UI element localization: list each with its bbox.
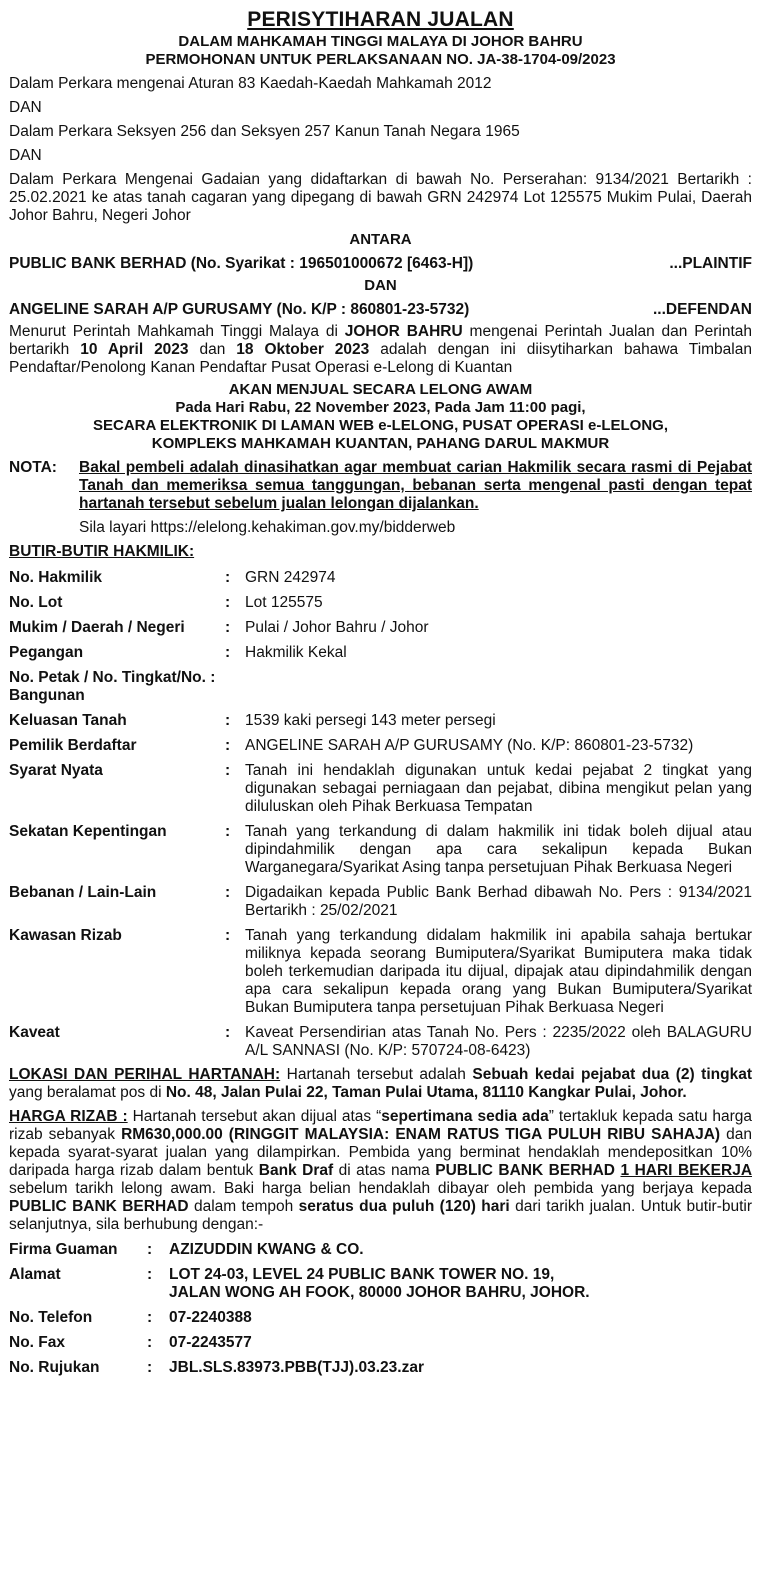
title-row-key: Mukim / Daerah / Negeri: [9, 619, 185, 636]
title-row-lot: [9, 594, 752, 612]
court-order-paragraph: [9, 323, 752, 377]
contact-reference-label: No. Rujukan: [9, 1359, 100, 1376]
reserve-price-paragraph: [9, 1108, 752, 1234]
contact-firm-row: [9, 1241, 752, 1259]
plaintiff-role: ...PLAINTIF: [669, 255, 752, 272]
title-row-value: [245, 669, 752, 705]
plaintiff-row: [9, 255, 752, 273]
location-address: No. 48, Jalan Pulai 22, Taman Pulai Utama, 81110 Kangkar Pulai, Johor.: [165, 1084, 687, 1101]
title-row-value: Pulai / Johor Bahru / Johor: [245, 619, 429, 636]
title-row-keluasan: [9, 712, 752, 730]
title-row-key: No. Petak / No. Tingkat/No. : Bangunan: [9, 669, 216, 704]
defendant-name: ANGELINE SARAH A/P GURUSAMY (No. K/P : 860801-23-5732): [9, 301, 470, 318]
title-row-key: Pegangan: [9, 644, 84, 661]
title-row-colon: :: [225, 762, 231, 779]
title-row-sekatan: [9, 823, 752, 877]
auction-line-1: AKAN MENJUAL SECARA LELONG AWAM: [228, 381, 533, 398]
title-row-value: Lot 125575: [245, 594, 323, 611]
elelong-url: Sila layari https://elelong.kehakiman.gov.my/bidderweb: [79, 519, 456, 536]
title-row-value: Kaveat Persendirian atas Tanah No. Pers : 2235/2022 oleh BALAGURU A/L SANNASI (No. K/P: 570724-08-6423): [245, 1024, 752, 1059]
contact-colon: :: [147, 1359, 153, 1376]
title-row-key: Bebanan / Lain-Lain: [9, 884, 157, 901]
title-row-key: Keluasan Tanah: [9, 712, 127, 729]
location-text-1: Hartanah tersebut adalah: [280, 1066, 473, 1083]
contact-address: [169, 1266, 752, 1302]
contact-colon: :: [147, 1309, 153, 1326]
title-row-value: 1539 kaki persegi 143 meter persegi: [245, 712, 496, 729]
order-date-2: 18 Oktober 2023: [236, 341, 370, 358]
title-row-kaveat: [9, 1024, 752, 1060]
title-row-value: GRN 242974: [245, 569, 336, 586]
contact-address-line-2: JALAN WONG AH FOOK, 80000 JOHOR BAHRU, JOHOR.: [169, 1284, 590, 1301]
reserve-payee-2: PUBLIC BANK BERHAD: [9, 1198, 189, 1215]
defendant-role: ...DEFENDAN: [652, 301, 752, 318]
title-row-colon: :: [225, 569, 231, 586]
reserve-amount: RM630,000.00 (RINGGIT MALAYSIA: ENAM RATUS TIGA PULUH RIBU SAHAJA): [121, 1126, 721, 1143]
order-text-3: dan: [188, 341, 237, 358]
title-row-colon: :: [225, 644, 231, 661]
contact-address-label: Alamat: [9, 1266, 61, 1283]
nota-label: NOTA:: [9, 459, 57, 476]
title-row-bebanan: [9, 884, 752, 920]
title-row-mukim: [9, 619, 752, 637]
title-row-value: Tanah yang terkandung didalam hakmilik ini apabila sahaja bertukar miliknya kepada seorang Bumiputera/Syarikat Bumiputera maka tidak boleh terkemudian daripada itu dijual, dipajak atau dipindahmilik dengan apa cara sekalipun kepada orang yang Bukan Bumiputera/Syarikat Bukan Bumiputera tanpa persetujuan Pihak Berkuasa Negeri: [245, 927, 752, 1016]
antara: ANTARA: [349, 231, 412, 248]
reserve-text-5: sebelum tarikh lelong awam. Baki harga belian hendaklah dibayar oleh pembida yang berjaya kepada: [9, 1180, 752, 1197]
reserve-text-7: dari tarikh jualan. Untuk butir-butir selanjutnya, sila berhubung dengan:-: [9, 1198, 753, 1233]
auction-line-2: Pada Hari Rabu, 22 November 2023, Pada Jam 11:00 pagi,: [175, 399, 586, 416]
title-row-colon: :: [225, 712, 231, 729]
order-text-2: mengenai Perintah Jualan dan Perintah bertarikh: [9, 323, 752, 358]
title-row-syarat: [9, 762, 752, 816]
contact-reference-row: [9, 1359, 752, 1377]
contact-colon: :: [147, 1334, 153, 1351]
notice-title: PERISYTIHARAN JUALAN: [247, 8, 514, 31]
title-row-key: No. Hakmilik: [9, 569, 103, 586]
location-property-type: Sebuah kedai pejabat dua (2) tingkat: [472, 1066, 752, 1083]
court-name: DALAM MAHKAMAH TINGGI MALAYA DI JOHOR BAHRU: [178, 33, 583, 50]
title-details-heading: BUTIR-BUTIR HAKMILIK:: [9, 543, 195, 560]
title-row-key: Kaveat: [9, 1024, 60, 1041]
title-row-colon: :: [225, 884, 231, 901]
nota-block: [9, 459, 752, 513]
matter-1: Dalam Perkara mengenai Aturan 83 Kaedah-Kaedah Mahkamah 2012: [9, 75, 492, 92]
title-row-pegangan: [9, 644, 752, 662]
reserve-working-day: 1 HARI BEKERJA: [620, 1162, 753, 1179]
contact-reference: JBL.SLS.83973.PBB(TJJ).03.23.zar: [169, 1359, 425, 1376]
title-row-colon: :: [225, 594, 231, 611]
location-text-2: yang beralamat pos di: [9, 1084, 166, 1101]
contact-address-line-1: LOT 24-03, LEVEL 24 PUBLIC BANK TOWER NO. 19,: [169, 1266, 555, 1283]
order-date-1: 10 April 2023: [80, 341, 189, 358]
application-number: PERMOHONAN UNTUK PERLAKSANAAN NO. JA-38-1704-09/2023: [145, 51, 616, 68]
reserve-text-6: dalam tempoh: [188, 1198, 299, 1215]
title-row-key: No. Lot: [9, 594, 63, 611]
contact-block: [9, 1241, 752, 1377]
reserve-period: seratus dua puluh (120) hari: [298, 1198, 510, 1215]
contact-phone: 07-2240388: [169, 1309, 252, 1326]
reserve-text-3: dan kepada syarat-syarat jualan yang dilampirkan. Pembida yang berminat hendaklah mendepositkan 10% daripada harga rizab dalam bentuk: [9, 1126, 752, 1179]
contact-colon: :: [147, 1241, 153, 1258]
parties-dan: DAN: [364, 277, 397, 294]
reserve-as-is: sepertimana sedia ada: [381, 1108, 549, 1125]
location-label: LOKASI DAN PERIHAL HARTANAH:: [9, 1066, 281, 1083]
contact-phone-row: [9, 1309, 752, 1327]
plaintiff-name: PUBLIC BANK BERHAD (No. Syarikat : 196501000672 [6463-H]): [9, 255, 474, 272]
title-row-value: Tanah ini hendaklah digunakan untuk kedai pejabat 2 tingkat yang digunakan sebagai perniagaan dan pejabat, dibina mengikut pelan yang diluluskan oleh Pihak Berkuasa Tempatan: [245, 762, 752, 815]
contact-phone-label: No. Telefon: [9, 1309, 93, 1326]
matter-2: Dalam Perkara Seksyen 256 dan Seksyen 257 Kanun Tanah Negara 1965: [9, 123, 520, 140]
title-row-colon: :: [225, 927, 231, 944]
contact-colon: :: [147, 1266, 153, 1283]
title-row-pemilik: [9, 737, 752, 755]
title-row-colon: :: [225, 1024, 231, 1041]
title-row-value: Tanah yang terkandung di dalam hakmilik ini tidak boleh dijual atau dipindahmilik dengan apa cara sekalipun kepada Bukan Warganegara/Syarikat Asing tanpa persetujuan Pihak Berkuasa Negeri: [245, 823, 752, 876]
reserve-label: HARGA RIZAB :: [9, 1108, 128, 1125]
title-row-value: ANGELINE SARAH A/P GURUSAMY (No. K/P: 860801-23-5732): [245, 737, 694, 754]
auction-line-3: SECARA ELEKTRONIK DI LAMAN WEB e-LELONG, PUSAT OPERASI e-LELONG,: [92, 417, 669, 434]
title-row-key: Pemilik Berdaftar: [9, 737, 137, 754]
title-row-colon: :: [225, 737, 231, 754]
property-location-paragraph: [9, 1066, 752, 1102]
order-text-1: Menurut Perintah Mahkamah Tinggi Malaya di: [9, 323, 345, 340]
order-text-4: adalah dengan ini diisytiharkan bahawa Timbalan Pendaftar/Penolong Kanan Pendaftar Pusat Operasi e-Lelong di Kuantan: [9, 341, 752, 376]
title-details-list: [9, 569, 752, 1060]
reserve-payee: PUBLIC BANK BERHAD: [435, 1162, 621, 1179]
contact-address-row: [9, 1266, 752, 1302]
contact-fax-row: [9, 1334, 752, 1352]
title-row-value: Digadaikan kepada Public Bank Berhad dibawah No. Pers : 9134/2021 Bertarikh : 25/02/2021: [245, 884, 752, 919]
nota-text: Bakal pembeli adalah dinasihatkan agar membuat carian Hakmilik secara rasmi di Pejabat Tanah dan memeriksa semua tanggungan, bebanan serta mengenal pasti dengan tepat hartanah tersebut sebelum jualan lelongan dijalankan.: [79, 459, 752, 512]
title-row-colon: :: [225, 619, 231, 636]
title-row-hakmilik: [9, 569, 752, 587]
title-row-petak: [9, 669, 752, 705]
reserve-text-2: ” tertakluk kepada satu harga rizab sebanyak: [9, 1108, 753, 1143]
reserve-text-1: Hartanah tersebut akan dijual atas “: [127, 1108, 382, 1125]
contact-firm: AZIZUDDIN KWANG & CO.: [169, 1241, 364, 1258]
title-row-value: Hakmilik Kekal: [245, 644, 347, 661]
title-row-colon: :: [225, 823, 231, 840]
order-court-place: JOHOR BAHRU: [344, 323, 463, 340]
reserve-bank-draft: Bank Draf: [258, 1162, 334, 1179]
matter-3: Dalam Perkara Mengenai Gadaian yang didaftarkan di bawah No. Perserahan: 9134/2021 Bertarikh : 25.02.2021 ke atas tanah cagaran yang dipegang di bawah GRN 242974 Lot 125575 Mukim Pulai, Daerah Johor Bahru, Negeri Johor: [9, 171, 752, 224]
dan-2: DAN: [9, 147, 42, 164]
auction-line-4: KOMPLEKS MAHKAMAH KUANTAN, PAHANG DARUL MAKMUR: [151, 435, 610, 452]
contact-fax-label: No. Fax: [9, 1334, 65, 1351]
contact-fax: 07-2243577: [169, 1334, 252, 1351]
title-row-key: Syarat Nyata: [9, 762, 103, 779]
defendant-row: [9, 301, 752, 319]
contact-firm-label: Firma Guaman: [9, 1241, 118, 1258]
reserve-text-4: di atas nama: [333, 1162, 436, 1179]
title-row-kawasan-rizab: [9, 927, 752, 1017]
title-row-key: Sekatan Kepentingan: [9, 823, 167, 840]
dan-1: DAN: [9, 99, 42, 116]
title-row-key: Kawasan Rizab: [9, 927, 122, 944]
